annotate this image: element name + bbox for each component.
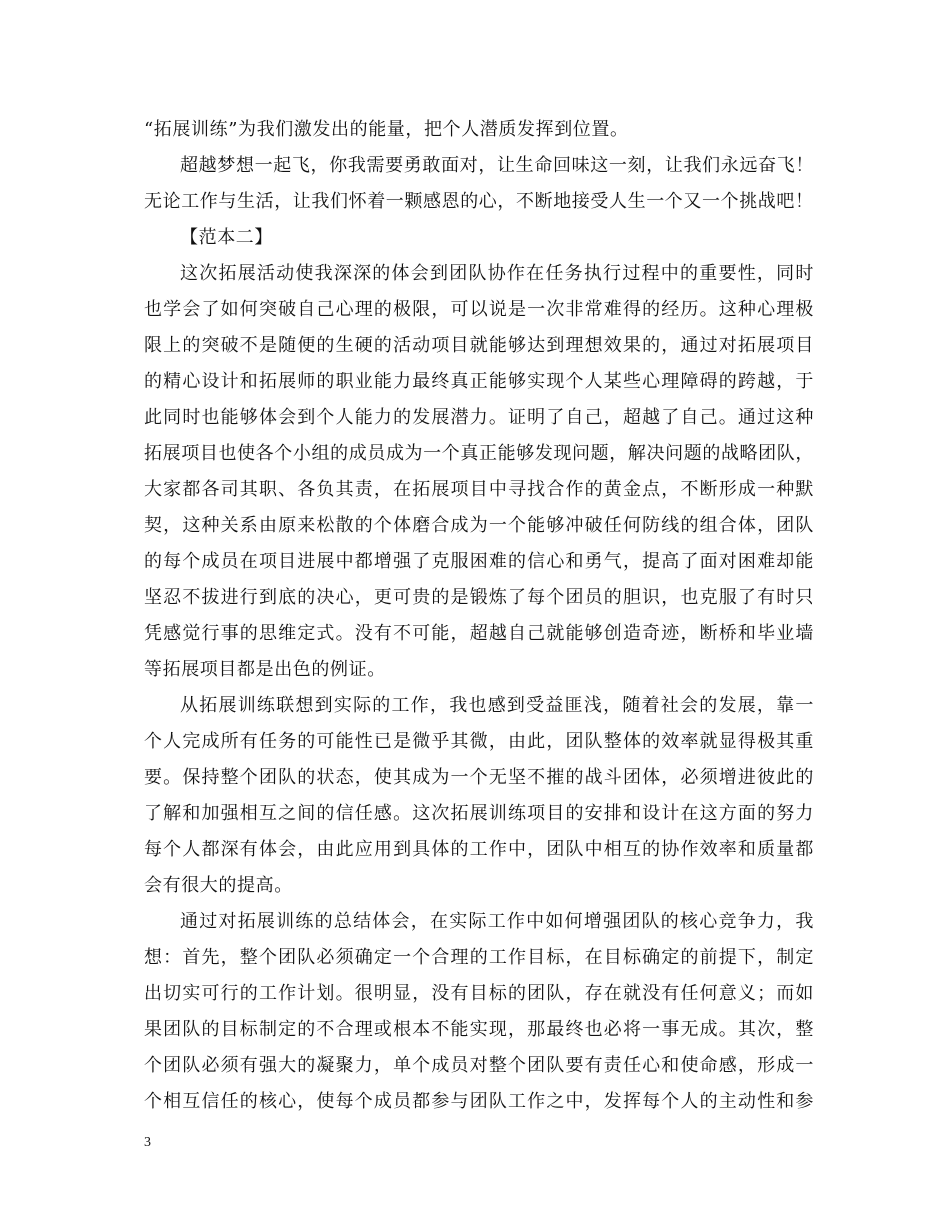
body-text bbox=[144, 112, 814, 1120]
text-line: 契，这种关系由原来松散的个体磨合成为一个能够冲破任何防线的组合体，团队 bbox=[144, 515, 814, 536]
text-line: “拓展训练”为我们激发出的能量，把个人潜质发挥到位置。 bbox=[144, 119, 629, 140]
text-line: 等拓展项目都是出色的例证。 bbox=[144, 659, 386, 680]
text-line: 【范本二】 bbox=[180, 227, 273, 248]
text-line: 凭感觉行事的思维定式。没有不可能，超越自己就能够创造奇迹，断桥和毕业墙 bbox=[144, 623, 814, 644]
text-line: 此同时也能够体会到个人能力的发展潜力。证明了自己，超越了自己。通过这种 bbox=[144, 407, 814, 428]
text-line: 的每个成员在项目进展中都增强了克服困难的信心和勇气，提高了面对困难却能 bbox=[144, 551, 814, 572]
text-line: 要。保持整个团队的状态，使其成为一个无坚不摧的战斗团体，必须增进彼此的 bbox=[144, 767, 814, 788]
text-line: 这次拓展活动使我深深的体会到团队协作在任务执行过程中的重要性，同时 bbox=[180, 263, 814, 284]
text-line: 个相互信任的核心，使每个成员都参与团队工作之中，发挥每个人的主动性和参 bbox=[144, 1091, 814, 1112]
page-number: 3 bbox=[144, 1135, 151, 1150]
text-line: 出切实可行的工作计划。很明显，没有目标的团队，存在就没有任何意义；而如 bbox=[144, 983, 814, 1004]
text-line: 想：首先，整个团队必须确定一个合理的工作目标，在目标确定的前提下，制定 bbox=[144, 947, 814, 968]
text-line: 个人完成所有任务的可能性已是微乎其微，由此，团队整体的效率就显得极其重 bbox=[144, 731, 814, 752]
text-line: 个团队必须有强大的凝聚力，单个成员对整个团队要有责任心和使命感，形成一 bbox=[144, 1055, 814, 1076]
text-line: 大家都各司其职、各负其责，在拓展项目中寻找合作的黄金点，不断形成一种默 bbox=[144, 479, 814, 500]
text-line: 果团队的目标制定的不合理或根本不能实现，那最终也必将一事无成。其次，整 bbox=[144, 1019, 814, 1040]
text-line: 也学会了如何突破自己心理的极限，可以说是一次非常难得的经历。这种心理极 bbox=[144, 299, 814, 320]
text-line: 每个人都深有体会，由此应用到具体的工作中，团队中相互的协作效率和质量都 bbox=[144, 839, 814, 860]
text-line: 超越梦想一起飞，你我需要勇敢面对，让生命回味这一刻，让我们永远奋飞！ bbox=[180, 155, 814, 176]
text-line: 拓展项目也使各个小组的成员成为一个真正能够发现问题，解决问题的战略团队， bbox=[144, 443, 814, 464]
text-line: 的精心设计和拓展师的职业能力最终真正能够实现个人某些心理障碍的跨越，于 bbox=[144, 371, 814, 392]
text-line: 会有很大的提高。 bbox=[144, 875, 293, 896]
text-line: 从拓展训练联想到实际的工作，我也感到受益匪浅，随着社会的发展，靠一 bbox=[180, 695, 814, 716]
text-line: 了解和加强相互之间的信任感。这次拓展训练项目的安排和设计在这方面的努力 bbox=[144, 803, 814, 824]
text-line: 无论工作与生活，让我们怀着一颗感恩的心，不断地接受人生一个又一个挑战吧！ bbox=[144, 191, 814, 212]
text-line: 通过对拓展训练的总结体会，在实际工作中如何增强团队的核心竞争力，我 bbox=[180, 911, 814, 932]
text-line: 坚忍不拔进行到底的决心，更可贵的是锻炼了每个团员的胆识，也克服了有时只 bbox=[144, 587, 814, 608]
text-line: 限上的突破不是随便的生硬的活动项目就能够达到理想效果的，通过对拓展项目 bbox=[144, 335, 814, 356]
